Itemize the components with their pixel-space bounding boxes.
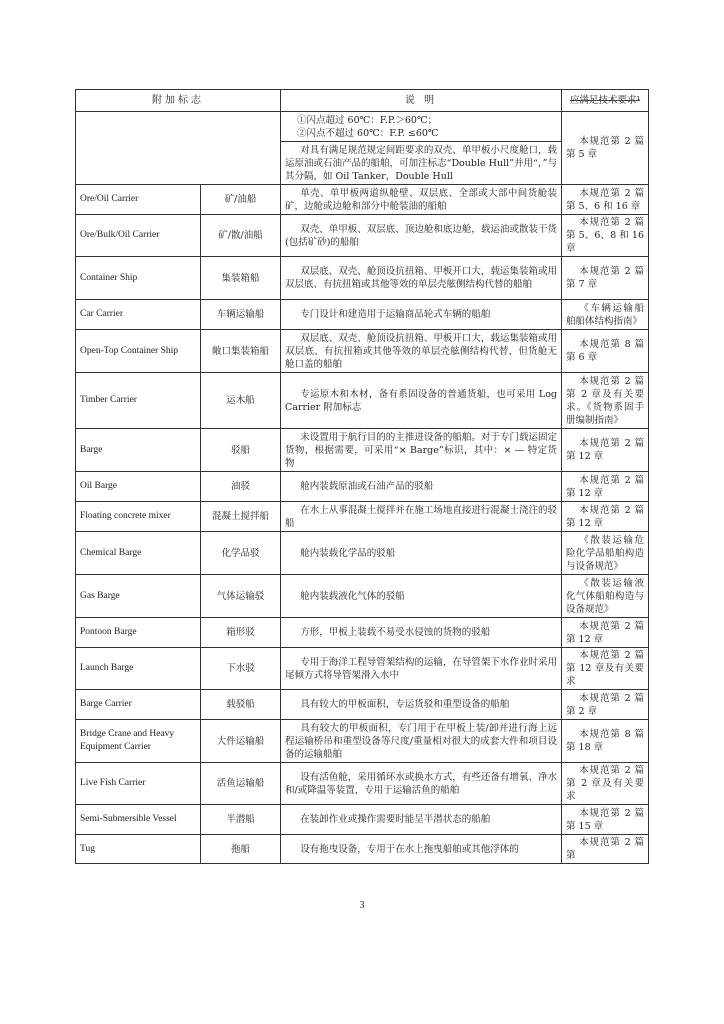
table-row — [76, 502, 649, 532]
notation-desc: 舱内装载液化气体的驳船 — [281, 575, 562, 618]
notation-en: Floating concrete mixer — [76, 502, 201, 532]
notation-ref: 本规范第 2 篇第 2 章及有关要求 — [562, 763, 649, 805]
notation-en: Bridge Crane and Heavy Equipment Carrier — [76, 720, 201, 763]
header-description: 说 明 — [281, 90, 562, 112]
notation-ref: 《散装运输液化气体船舶构造与设备规范》 — [562, 575, 649, 618]
notation-cn: 运木船 — [201, 373, 281, 429]
notation-cn: 油驳 — [201, 472, 281, 502]
notation-cn: 半潜船 — [201, 805, 281, 835]
notation-cn: 集装箱船 — [201, 257, 281, 300]
notation-ref: 本规范第 8 篇第 6 章 — [562, 330, 649, 373]
flash-point-line-1: ①闪点超过 60℃：F.P.＞60℃； — [297, 114, 438, 126]
header-notation: 附加标志 — [76, 90, 281, 112]
notation-desc: 具有较大的甲板面积，专门用于在甲板上装/卸并进行海上远程运输桥吊和重型设备等尺度/重量相对很大的成套大件和项目设备的运输船舶 — [281, 720, 562, 763]
notation-desc: 专用于海洋工程导管架结构的运输，在导管架下水作业时采用尾倾方式将导管架滑入水中 — [281, 648, 562, 690]
notation-en: Barge — [76, 429, 201, 472]
notation-desc: 设有活鱼舱，采用循环水或换水方式，有些还备有增氧、净水和/或降温等装置，专用于运输活鱼的船舶 — [281, 763, 562, 805]
notation-ref: 本规范第 2 篇第 12 章 — [562, 429, 649, 472]
notation-cn: 载驳船 — [201, 690, 281, 720]
oil-tanker-row — [76, 112, 649, 142]
notation-desc: 专运原木和木材，备有系固设备的普通货船，也可采用 Log Carrier 附加标志 — [281, 373, 562, 429]
notation-desc: 方形，甲板上装载不易受水侵蚀的货物的驳船 — [281, 618, 562, 648]
notation-ref: 本规范第 2 篇第 12 章 — [562, 472, 649, 502]
notation-ref: 本规范第 2 篇第 7 章 — [562, 257, 649, 300]
notation-cn: 化学品驳 — [201, 532, 281, 575]
notation-en: Barge Carrier — [76, 690, 201, 720]
notation-cn: 车辆运输船 — [201, 300, 281, 330]
notation-en: Pontoon Barge — [76, 618, 201, 648]
notation-en: Semi-Submersible Vessel — [76, 805, 201, 835]
table-row — [76, 618, 649, 648]
table-row — [76, 648, 649, 690]
notation-ref: 本规范第 2 篇第 2 章及有关要求。《货物系固手册编制指南》 — [562, 373, 649, 429]
notation-ref: 本规范第 2 篇第 2 章 — [562, 690, 649, 720]
table-row — [76, 373, 649, 429]
header-requirements: 应满足技术要求¹ — [562, 90, 649, 112]
table-row — [76, 763, 649, 805]
notation-cn: 活鱼运输船 — [201, 763, 281, 805]
table-row — [76, 835, 649, 864]
notation-ref: 《车辆运输船舶船体结构指南》 — [562, 300, 649, 330]
ship-notation-table — [75, 89, 649, 864]
notation-ref: 本规范第 2 篇第 12 章 — [562, 618, 649, 648]
table-row — [76, 429, 649, 472]
notation-en: Container Ship — [76, 257, 201, 300]
notation-cn: 下水驳 — [201, 648, 281, 690]
notation-en: Tug — [76, 835, 201, 864]
table-row — [76, 330, 649, 373]
notation-en: Ore/Bulk/Oil Carrier — [76, 215, 201, 257]
table-row — [76, 805, 649, 835]
notation-desc: 单壳、单甲板两道纵舱壁、双层底、全部或大部中间货舱装矿，边舱或边舱和部分中舱装油的船舶 — [281, 185, 562, 215]
flash-point-notes — [281, 112, 562, 142]
notation-ref: 本规范第 2 篇第 — [562, 835, 649, 864]
notation-en: Live Fish Carrier — [76, 763, 201, 805]
notation-desc: 在装卸作业或操作需要时能呈半潜状态的船舶 — [281, 805, 562, 835]
notation-cn: 拖船 — [201, 835, 281, 864]
notation-en: Gas Barge — [76, 575, 201, 618]
table-row — [76, 720, 649, 763]
notation-en: Car Carrier — [76, 300, 201, 330]
notation-ref: 本规范第 2 篇第 15 章 — [562, 805, 649, 835]
notation-cn: 矿/油船 — [201, 185, 281, 215]
notation-en: Launch Barge — [76, 648, 201, 690]
table-row — [76, 257, 649, 300]
notation-ref: 本规范第 2 篇第 5、6 和 16 章 — [562, 185, 649, 215]
flash-point-line-2: ②闪点不超过 60℃：F.P. ≤60℃ — [297, 127, 439, 139]
page-number: 3 — [359, 900, 365, 911]
notation-en: Ore/Oil Carrier — [76, 185, 201, 215]
notation-desc: 专门设计和建造用于运输商品轮式车辆的船舶 — [281, 300, 562, 330]
notation-en: Open-Top Container Ship — [76, 330, 201, 373]
notation-ref: 本规范第 2 篇第 12 章 — [562, 502, 649, 532]
double-hull-desc: 对具有满足规范规定间距要求的双壳、单甲板小尺度舱口，载运原油或石油产品的船舶，可加注标志“Double Hull”并用“，”与其分隔，如 Oil Tanker，Double Hull — [281, 142, 562, 185]
notation-cn: 气体运输驳 — [201, 575, 281, 618]
notation-desc: 在水上从事混凝土搅拌并在施工场地直接进行混凝土浇注的驳船 — [281, 502, 562, 532]
notation-desc: 具有较大的甲板面积，专运货驳和重型设备的船舶 — [281, 690, 562, 720]
header-row — [76, 90, 649, 112]
notation-desc: 双壳、单甲板、双层底、顶边舱和底边舱，载运油或散装干货(包括矿砂)的船舶 — [281, 215, 562, 257]
table-row — [76, 690, 649, 720]
table-row — [76, 532, 649, 575]
table-row — [76, 472, 649, 502]
notation-desc: 设有拖曳设备，专用于在水上拖曳船舶或其他浮体的 — [281, 835, 562, 864]
notation-cn: 混凝土搅拌船 — [201, 502, 281, 532]
notation-desc: 舱内装载原油或石油产品的驳船 — [281, 472, 562, 502]
notation-desc: 舱内装载化学品的驳船 — [281, 532, 562, 575]
table-row — [76, 575, 649, 618]
table-row — [76, 300, 649, 330]
notation-cn: 敞口集装箱船 — [201, 330, 281, 373]
notation-en: Timber Carrier — [76, 373, 201, 429]
notation-ref: 本规范第 2 篇第 12 章及有关要求 — [562, 648, 649, 690]
notation-ref: 本规范第 8 篇第 18 章 — [562, 720, 649, 763]
oil-tanker-continued-cell — [76, 112, 281, 185]
notation-desc: 未设置用于航行目的的主推进设备的船舶。对于专门载运固定货物，根据需要，可采用“× Barge”标识，其中：× — 特定货物 — [281, 429, 562, 472]
notation-desc: 双层底、双壳、舱顶设抗扭箱、甲板开口大，载运集装箱或用双层底、有抗扭箱或其他等效的单层壳舷侧结构代替的船舶 — [281, 257, 562, 300]
notation-ref: 《散装运输危险化学品船舶构造与设备规范》 — [562, 532, 649, 575]
notation-cn: 箱形驳 — [201, 618, 281, 648]
notation-cn: 大件运输船 — [201, 720, 281, 763]
notation-ref: 本规范第 2 篇第 5、6、8 和 16 章 — [562, 215, 649, 257]
table-row — [76, 215, 649, 257]
notation-en: Chemical Barge — [76, 532, 201, 575]
notation-cn: 驳船 — [201, 429, 281, 472]
notation-en: Oil Barge — [76, 472, 201, 502]
notation-cn: 矿/散/油船 — [201, 215, 281, 257]
notation-desc: 双层底、双壳、舱顶设抗扭箱、甲板开口大，载运集装箱或用双层底、有抗扭箱或其他等效的单层壳舷侧结构代替，但货舱无舱口盖的船舶 — [281, 330, 562, 373]
table-row — [76, 185, 649, 215]
double-hull-ref: 本规范第 2 篇第 5 章 — [562, 112, 649, 185]
